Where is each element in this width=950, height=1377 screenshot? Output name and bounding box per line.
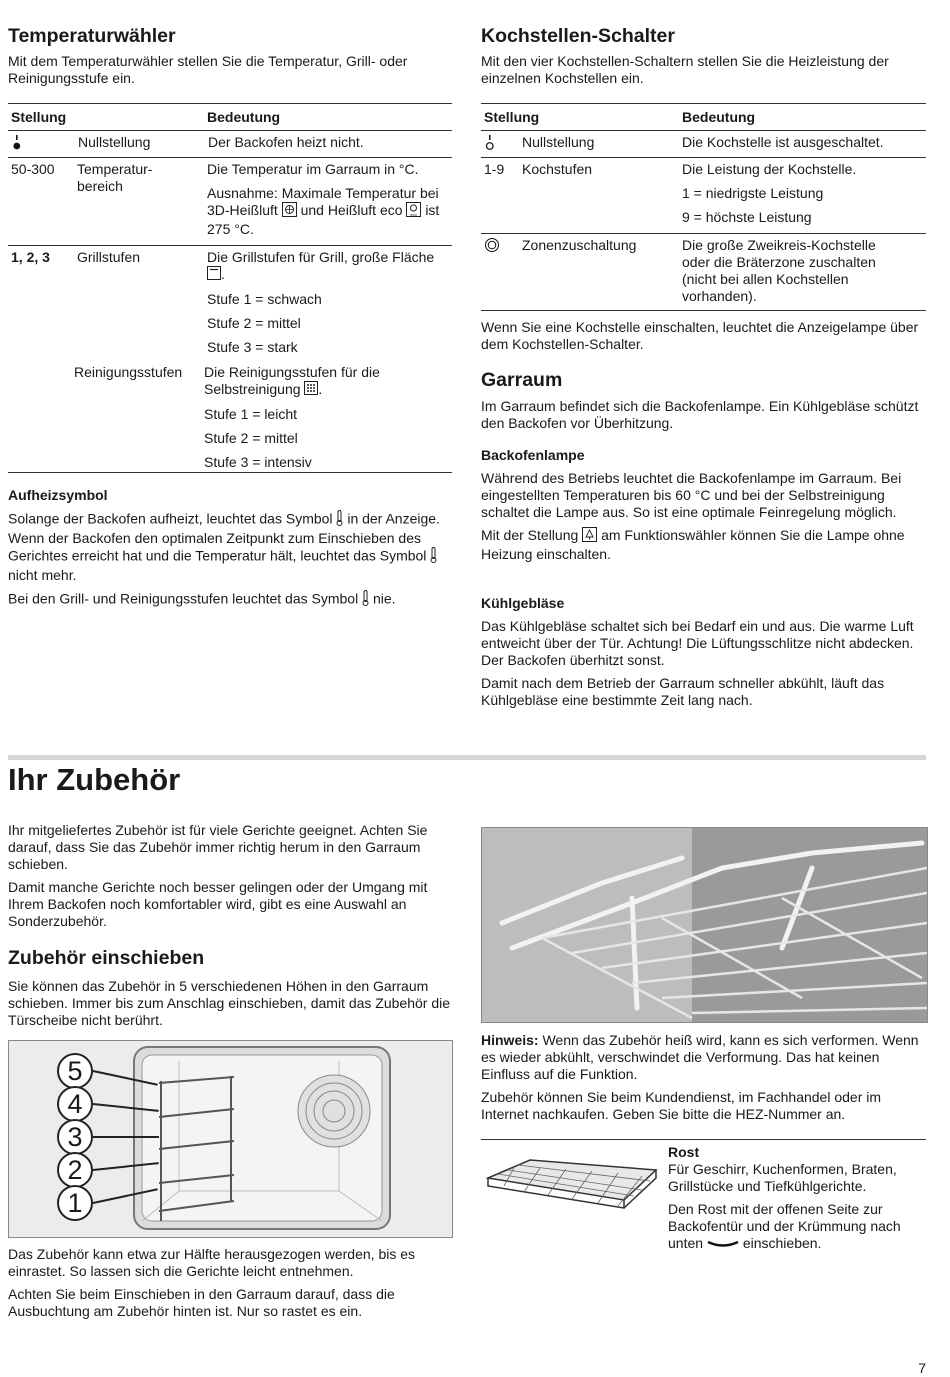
row-desc	[204, 364, 444, 472]
text: Bei den Grill- und Reinigungsstufen leuchtet das Symbol	[8, 590, 359, 607]
rost-title: Rost	[668, 1144, 700, 1160]
lamp-icon	[582, 527, 597, 546]
rost-illustration	[484, 1148, 660, 1216]
table-row	[481, 131, 926, 157]
kuehl-body	[481, 618, 926, 715]
rost-p2	[668, 1201, 926, 1253]
row-desc: Der Backofen heizt nicht.	[208, 134, 364, 150]
row-name: Temperatur- bereich	[77, 161, 153, 194]
stufe-line: Stufe 1 = leicht	[204, 406, 298, 423]
desc-text: Die Reinigungsstufen für die Selbstreinigung	[204, 364, 380, 397]
row-name: Reinigungsstufen	[74, 364, 183, 380]
desc-text: Die Grillstufen für Grill, große Fläche	[207, 249, 435, 265]
level-label: 2	[57, 1152, 93, 1188]
garraum-intro: Im Garraum befindet sich die Backofenlampe. Ein Kühlgebläse schützt den Backofen vor Überhitzung.	[481, 398, 919, 431]
row-desc	[207, 249, 447, 361]
desc-line: 9 = höchste Leistung	[682, 209, 812, 225]
level-label: 3	[57, 1119, 93, 1155]
temp-table	[8, 103, 452, 473]
rost-text	[668, 1144, 926, 1259]
hinweis-label: Hinweis:	[481, 1032, 539, 1048]
zubehoer-p1: Ihr mitgeliefertes Zubehör ist für viele Gerichte geeignet. Achten Sie darauf, dass Sie das Zubehör immer richtig herum in den Garraum schieben.	[8, 822, 428, 872]
text: einschieben.	[742, 1235, 822, 1251]
desc-text: und Heißluft eco	[300, 202, 403, 219]
col-bedeutung: Bedeutung	[207, 108, 281, 125]
zubehoer-intro	[8, 822, 453, 936]
text: nicht mehr.	[8, 567, 77, 583]
koch-intro: Mit den vier Kochstellen-Schaltern stellen Sie die Heizleistung der einzelnen Kochstellen ein.	[481, 53, 889, 86]
row-name: Zonenzuschaltung	[522, 237, 637, 253]
grill-area-icon	[207, 266, 221, 284]
zubehoer-p2: Damit manche Gerichte noch besser gelingen oder der Umgang mit Ihrem Backofen noch komfortabler wird, gibt es eine Auswahl an Sonderzubehör.	[8, 879, 428, 929]
row-pos: 1-9	[484, 161, 505, 177]
kuehl-p1: Das Kühlgebläse schaltet sich bei Bedarf ein und aus. Die warme Luft entweicht über der Tür. Achtung! Die Lüftungsschlitze nicht abdecken. Der Backofen überhitzt sonst.	[481, 618, 914, 668]
curve-down-icon	[707, 1236, 739, 1253]
einschieben-title: Zubehör einschieben	[8, 947, 205, 969]
desc-line: Die Temperatur im Garraum in °C.	[207, 161, 419, 177]
after-p2: Achten Sie beim Einschieben in den Garraum darauf, dass die Ausbuchtung am Zubehör hinten ist. Nur so rastet es ein.	[8, 1286, 395, 1319]
stufe-line: Stufe 3 = stark	[207, 339, 298, 356]
row-pos: 1, 2, 3	[11, 249, 50, 265]
row-name: Nullstellung	[78, 134, 151, 150]
garraum-title: Garraum	[481, 369, 563, 391]
lampe-p2	[481, 527, 926, 563]
kuehl-p2: Damit nach dem Betrieb der Garraum schneller abkühlt, läuft das Kühlgebläse eine bestimmte Zeit lang nach.	[481, 675, 885, 708]
text: Solange der Backofen aufheizt, leuchtet das Symbol	[8, 510, 333, 527]
temp-intro: Mit dem Temperaturwähler stellen Sie die Temperatur, Grill- oder Reinigungsstufe ein.	[8, 53, 408, 86]
row-desc	[682, 161, 856, 233]
row-pos: 50-300	[11, 161, 55, 177]
desc-line: Die Leistung der Kochstelle.	[682, 161, 857, 177]
aufheiz-body	[8, 510, 453, 616]
row-desc	[207, 161, 452, 245]
level-label: 5	[57, 1053, 93, 1089]
thermometer-icon	[430, 547, 437, 567]
col-stellung: Stellung	[11, 108, 67, 125]
desc-line: Die Reinigungsstufen für die Selbstreinigung .	[204, 364, 444, 399]
temp-title: Temperaturwähler	[8, 25, 176, 47]
lampe-p1: Während des Betriebs leuchtet die Backofenlampe im Garraum. Bei eingestellten Temperaturen bis 60 °C und bei der Selbstreinigung schaltet die Lampe aus. So ist eine optimale Feinregelung möglich.	[481, 470, 902, 520]
table-row	[481, 233, 926, 310]
stufe-line: Stufe 2 = mittel	[207, 315, 301, 332]
rack-photo	[481, 827, 928, 1023]
text: in der Anzeige. Wenn der Backofen den optimalen Zeitpunkt zum Einschieben des Gerichtes erreicht hat und die Temperatur hält, leuchtet das Symbol	[8, 510, 440, 564]
rack-illustration	[482, 828, 927, 1022]
kuehl-title: Kühlgebläse	[481, 595, 565, 611]
stufe-line: Stufe 3 = intensiv	[204, 454, 312, 471]
row-name: Grillstufen	[77, 249, 141, 265]
text: nie.	[372, 590, 396, 607]
desc-line: Die Grillstufen für Grill, große Fläche .	[207, 249, 447, 284]
desc-line: 1 = niedrigste Leistung	[682, 185, 824, 201]
after-p1: Das Zubehör kann etwa zur Hälfte herausgezogen werden, bis es einrastet. So lassen sich die Gerichte leicht entnehmen.	[8, 1246, 416, 1279]
lampe-title: Backofenlampe	[481, 447, 585, 463]
table-row	[8, 157, 452, 245]
text: am Funktionswähler können Sie die Lampe ohne Heizung einschalten.	[481, 527, 905, 562]
hinweis-block	[481, 1032, 926, 1129]
table-row	[8, 245, 452, 361]
desc-line	[207, 185, 452, 238]
rost-image	[484, 1148, 660, 1216]
row-desc: Die Kochstelle ist ausgeschaltet.	[682, 134, 884, 150]
self-clean-icon	[304, 381, 318, 399]
table-row	[8, 131, 452, 157]
row-name: Nullstellung	[522, 134, 595, 150]
svg-text:eco: eco	[410, 212, 418, 217]
col-stellung: Stellung	[484, 108, 540, 125]
koch-after: Wenn Sie eine Kochstelle einschalten, leuchtet die Anzeigelampe über dem Kochstellen-Schalter.	[481, 319, 919, 352]
null-dot-icon	[8, 134, 78, 157]
oven-levels-image	[8, 1040, 453, 1238]
row-desc: Die große Zweikreis-Kochstelle oder die Bräterzone zuschalten (nicht bei allen Kochstellen vorhanden).	[682, 237, 876, 304]
row-name: Kochstufen	[522, 161, 593, 177]
rost-divider	[481, 1139, 926, 1140]
aufheiz-p2	[8, 590, 453, 610]
koch-title: Kochstellen-Schalter	[481, 25, 675, 47]
stufe-line: Stufe 1 = schwach	[207, 291, 322, 308]
koch-table	[481, 103, 926, 311]
kauf-text: Zubehör können Sie beim Kundendienst, im Fachhandel oder im Internet nachkaufen. Geben Sie bitte die HEZ-Nummer an.	[481, 1089, 882, 1122]
desc-text: Ausnahme: Maximale Temperatur bei 3D-Heißluft	[207, 185, 439, 219]
desc-text: ist 275 °C.	[207, 202, 440, 237]
null-ring-icon	[481, 134, 522, 157]
level-pointer	[93, 1136, 159, 1138]
einschieben-text: Sie können das Zubehör in 5 verschiedenen Höhen in den Garraum schieben. Immer bis zum Anschlag einschieben, damit das Zubehör die Türscheibe nicht berührt.	[8, 978, 451, 1028]
einschieben-after	[8, 1246, 453, 1326]
level-label: 1	[57, 1185, 93, 1221]
col-bedeutung: Bedeutung	[682, 108, 756, 125]
thermometer-icon	[336, 510, 343, 530]
text: Den Rost mit der offenen Seite zur Backofentür und der Krümmung nach unten	[668, 1201, 901, 1251]
hinweis-text: Wenn das Zubehör heiß wird, kann es sich verformen. Wenn es wieder abkühlt, verschwindet die Verformung. Das hat keinen Einfluss auf die Funktion.	[481, 1032, 919, 1082]
level-label: 4	[57, 1086, 93, 1122]
hinweis	[481, 1032, 926, 1083]
section-divider	[8, 755, 926, 760]
text: Mit der Stellung	[481, 527, 579, 544]
hot-air-eco-icon	[406, 202, 421, 221]
page-number: 7	[918, 1360, 926, 1376]
table-row	[8, 361, 452, 472]
aufheiz-p1	[8, 510, 453, 584]
temp-table-header	[8, 104, 452, 131]
koch-table-header	[481, 104, 926, 131]
thermometer-icon	[362, 590, 369, 610]
zubehoer-title: Ihr Zubehör	[8, 762, 181, 797]
row-pos-empty	[8, 364, 74, 472]
zone-ring-icon	[481, 237, 522, 310]
aufheiz-title: Aufheizsymbol	[8, 487, 108, 503]
3d-hot-air-icon	[282, 202, 297, 221]
table-row	[481, 157, 926, 233]
rost-p1: Für Geschirr, Kuchenformen, Braten, Grillstücke und Tiefkühlgerichte.	[668, 1161, 897, 1194]
lampe-body	[481, 470, 926, 569]
stufe-line: Stufe 2 = mittel	[204, 430, 298, 447]
